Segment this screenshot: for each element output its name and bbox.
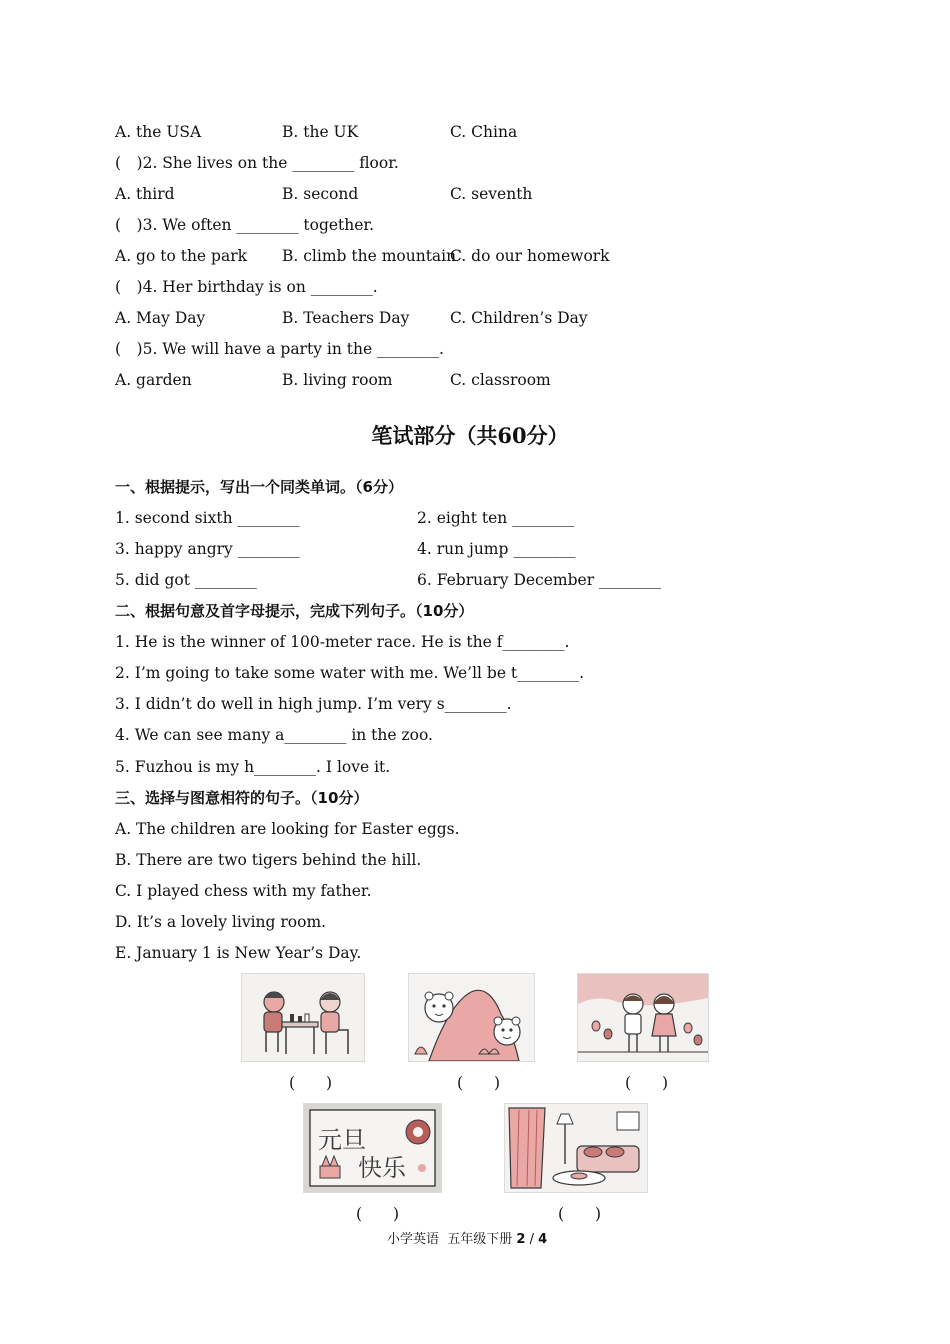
card-text-kuaile: 快乐 <box>358 1154 406 1182</box>
q2-option-b: B. second <box>282 185 359 203</box>
q1-option-b: B. the UK <box>282 123 359 141</box>
footer-separator: / <box>529 1232 534 1247</box>
picture-easter-eggs <box>577 973 709 1062</box>
q5-option-b: B. living room <box>282 371 393 389</box>
s2-item-2: 2. I’m going to take some water with me. We’ll be t________. <box>115 664 585 682</box>
s3-option-d: D. It’s a lovely living room. <box>115 913 327 931</box>
q2-option-a: A. third <box>115 185 175 203</box>
picture-living-room <box>504 1103 648 1193</box>
section-1-heading: 一、根据提示，写出一个同类单词。（6分） <box>115 478 403 496</box>
written-part-title: 笔试部分（共60分） <box>371 423 569 448</box>
s1-item-4: 4. run jump ________ <box>417 540 576 558</box>
q5-option-a: A. garden <box>115 371 192 389</box>
s1-item-2: 2. eight ten ________ <box>417 509 575 527</box>
page-footer <box>387 1228 547 1247</box>
question-3: ( )3. We often ________ together. <box>115 216 375 234</box>
s2-item-1: 1. He is the winner of 100-meter race. He is the f________. <box>115 633 570 651</box>
answer-blank-5[interactable]: ( ) <box>558 1205 602 1223</box>
footer-title: 小学英语 五年级下册 <box>387 1232 513 1247</box>
footer-total-pages: 4 <box>538 1232 548 1247</box>
s1-item-5: 5. did got ________ <box>115 571 257 589</box>
question-4: ( )4. Her birthday is on ________. <box>115 278 378 296</box>
s3-option-c: C. I played chess with my father. <box>115 882 372 900</box>
s1-item-1: 1. second sixth ________ <box>115 509 300 527</box>
q4-option-b: B. Teachers Day <box>282 309 410 327</box>
section-2-heading: 二、根据句意及首字母提示，完成下列句子。（10分） <box>115 602 474 620</box>
answer-blank-4[interactable]: ( ) <box>356 1205 400 1223</box>
s2-item-4: 4. We can see many a________ in the zoo. <box>115 726 433 744</box>
s2-item-3: 3. I didn’t do well in high jump. I’m very s________. <box>115 695 512 713</box>
answer-blank-3[interactable]: ( ) <box>625 1074 669 1092</box>
s3-option-a: A. The children are looking for Easter eggs. <box>115 820 460 838</box>
q3-option-c: C. do our homework <box>450 247 610 265</box>
answer-blank-2[interactable]: ( ) <box>457 1074 501 1092</box>
question-5: ( )5. We will have a party in the ________. <box>115 340 444 358</box>
picture-tigers <box>408 973 535 1062</box>
q3-option-a: A. go to the park <box>115 247 247 265</box>
q1-option-c: C. China <box>450 123 518 141</box>
answer-blank-1[interactable]: ( ) <box>289 1074 333 1092</box>
footer-page-number: 2 <box>516 1232 526 1247</box>
question-2: ( )2. She lives on the ________ floor. <box>115 154 399 172</box>
s3-option-b: B. There are two tigers behind the hill. <box>115 851 422 869</box>
q4-option-c: C. Children’s Day <box>450 309 588 327</box>
card-text-yuandan: 元旦 <box>318 1126 366 1154</box>
q3-option-b: B. climb the mountain <box>282 247 457 265</box>
picture-new-year-card <box>303 1103 442 1193</box>
s2-item-5: 5. Fuzhou is my h________. I love it. <box>115 758 391 776</box>
q4-option-a: A. May Day <box>115 309 206 327</box>
q5-option-c: C. classroom <box>450 371 551 389</box>
picture-chess <box>241 973 365 1062</box>
s1-item-3: 3. happy angry ________ <box>115 540 300 558</box>
q1-option-a: A. the USA <box>115 123 202 141</box>
s3-option-e: E. January 1 is New Year’s Day. <box>115 944 362 962</box>
s1-item-6: 6. February December ________ <box>417 571 662 589</box>
q2-option-c: C. seventh <box>450 185 533 203</box>
section-3-heading: 三、选择与图意相符的句子。（10分） <box>115 789 369 807</box>
